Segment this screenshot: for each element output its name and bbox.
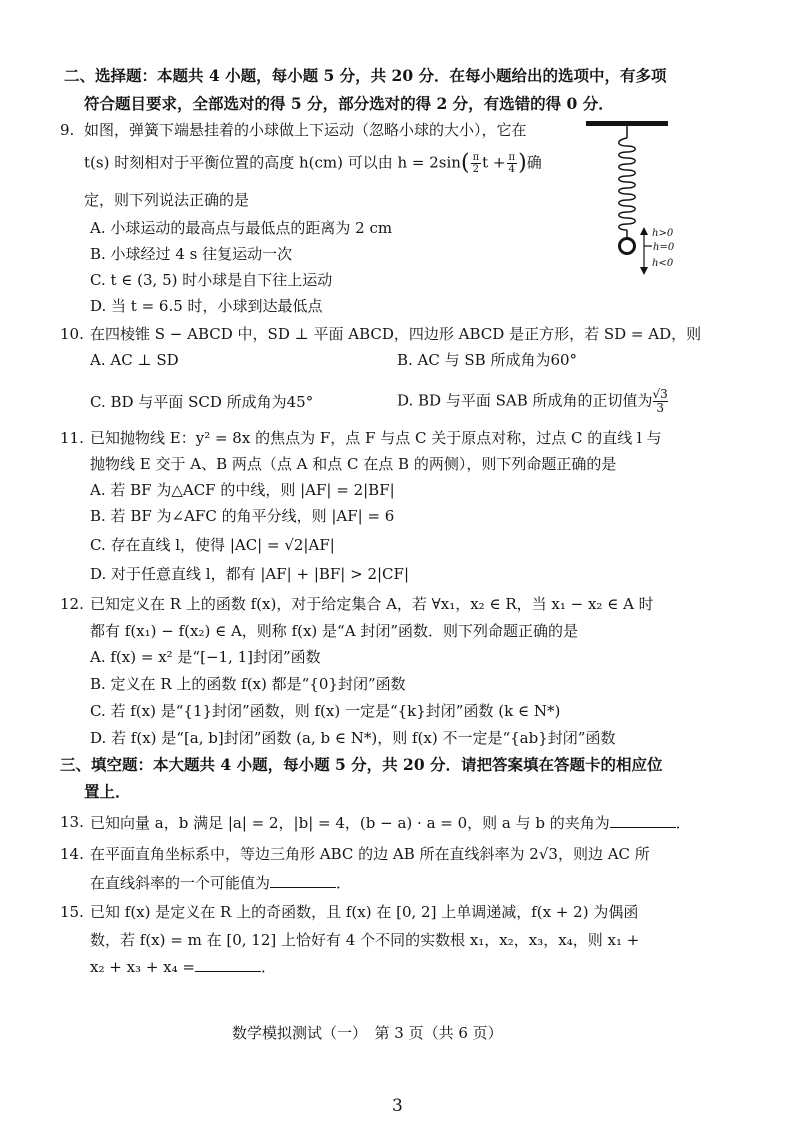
q12-option-c: C. 若 f(x) 是“{1}封闭”函数，则 f(x) 一定是“{k}封闭”函数 (k ∈ N*) <box>90 702 561 720</box>
q11-option-c: C. 存在直线 l，使得 |AC| = √2|AF| <box>90 536 335 554</box>
section-2-heading-line2: 符合题目要求，全部选对的得 5 分，部分选对的得 2 分，有选错的得 0 分． <box>84 94 614 113</box>
q15-stem-line3 <box>90 956 276 977</box>
q9-option-b: B. 小球经过 4 s 往复运动一次 <box>90 245 293 263</box>
q11-stem-line1: 已知抛物线 E：y² = 8x 的焦点为 F，点 F 与点 C 关于原点对称，过点 C 的直线 l 与 <box>90 429 662 447</box>
q9-stem-line2 <box>84 152 542 175</box>
ceiling-bar <box>586 121 668 126</box>
q10-stem: 在四棱锥 S − ABCD 中，SD ⊥ 平面 ABCD，四边形 ABCD 是正方形，若 SD = AD，则 <box>90 325 702 343</box>
q12-option-a: A. f(x) = x² 是“[−1, 1]封闭”函数 <box>90 648 321 666</box>
q9-mid-text: t + <box>482 153 506 172</box>
q9-option-d: D. 当 t = 6.5 时，小球到达最低点 <box>90 297 323 315</box>
q12-stem-line2: 都有 f(x₁) − f(x₂) ∈ A，则称 f(x) 是“A 封闭”函数．则下列命题正确的是 <box>90 622 578 640</box>
section-2-heading-line1: 二、选择题：本题共 4 小题，每小题 5 分，共 20 分．在每小题给出的选项中，有多项 <box>64 66 667 85</box>
frac2-denominator: 4 <box>508 164 515 175</box>
page-number: 3 <box>392 1096 403 1116</box>
q10-option-d-text: D. BD 与平面 SAB 所成角的正切值为 <box>397 391 653 410</box>
q10-option-d <box>397 388 668 415</box>
q14-answer-blank[interactable] <box>270 872 336 888</box>
q13-text <box>90 812 691 833</box>
q9-stem-line1: 如图，弹簧下端悬挂着的小球做上下运动（忽略小球的大小），它在 <box>84 121 527 139</box>
q15-answer-blank[interactable] <box>195 956 261 972</box>
label-h-negative: h<0 <box>652 258 674 269</box>
q10-number: 10. <box>60 325 84 343</box>
q9-number: 9. <box>60 121 75 139</box>
q13-number: 13. <box>60 813 84 831</box>
q15-number: 15. <box>60 903 84 921</box>
section-3-heading-line2: 置上． <box>84 782 131 801</box>
q13-end: ． <box>675 814 691 832</box>
frac1-numerator: π <box>472 152 480 163</box>
q10-option-a: A. AC ⊥ SD <box>90 351 179 369</box>
ball <box>620 239 635 254</box>
q15-stem-text: x₂ + x₃ + x₄ = <box>90 958 195 976</box>
q15-end: ． <box>260 958 276 976</box>
label-h-positive: h>0 <box>652 228 674 239</box>
label-h-zero: h=0 <box>653 242 675 253</box>
q14-number: 14. <box>60 845 84 863</box>
q11-stem-line2: 抛物线 E 交于 A、B 两点（点 A 和点 C 在点 B 的两侧），则下列命题正确的是 <box>90 455 617 473</box>
q14-stem-line2 <box>90 872 351 893</box>
left-paren: ( <box>460 150 470 176</box>
right-paren: ) <box>518 150 527 176</box>
spring-coil <box>619 138 636 230</box>
q9-fraction-pi-over-4 <box>507 152 518 175</box>
q9-fraction-pi-over-2 <box>471 152 482 175</box>
q10-option-c: C. BD 与平面 SCD 所成角为45° <box>90 393 314 411</box>
sqrt3-numerator: √3 <box>652 387 668 401</box>
q15-stem-line1: 已知 f(x) 是定义在 R 上的奇函数，且 f(x) 在 [0, 2] 上单调递减，f(x + 2) 为偶函 <box>90 903 639 921</box>
q9-stem-line2-end: 确 <box>526 153 542 172</box>
q9-option-c: C. t ∈ (3, 5) 时小球是自下往上运动 <box>90 271 333 289</box>
q11-option-b: B. 若 BF 为∠AFC 的角平分线，则 |AF| = 6 <box>90 507 395 525</box>
q14-stem-line1: 在平面直角坐标系中，等边三角形 ABC 的边 AB 所在直线斜率为 2√3，则边 AC 所 <box>90 845 650 863</box>
q12-option-d: D. 若 f(x) 是“[a, b]封闭”函数 (a, b ∈ N*)，则 f(x) 不一定是“{ab}封闭”函数 <box>90 729 616 747</box>
q9-stem-line2-text: t(s) 时刻相对于平衡位置的高度 h(cm) 可以由 h = 2sin <box>84 153 461 172</box>
frac1-denominator: 2 <box>472 164 480 175</box>
section-3-heading-line1: 三、填空题：本大题共 4 小题，每小题 5 分，共 20 分．请把答案填在答题卡的相应位 <box>60 755 663 774</box>
q11-option-a: A. 若 BF 为△ACF 的中线，则 |AF| = 2|BF| <box>90 481 395 499</box>
q12-number: 12. <box>60 595 84 613</box>
q9-option-a: A. 小球运动的最高点与最低点的距离为 2 cm <box>90 219 393 237</box>
q9-stem-line3: 定，则下列说法正确的是 <box>84 191 250 209</box>
q13-stem: 已知向量 a，b 满足 |a| = 2，|b| = 4，(b − a) · a = 0，则 a 与 b 的夹角为 <box>90 814 610 832</box>
q11-option-d: D. 对于任意直线 l，都有 |AF| + |BF| > 2|CF| <box>90 565 409 583</box>
sqrt3-over-3 <box>653 388 668 415</box>
sqrt3-denominator: 3 <box>656 401 664 415</box>
q14-end: ． <box>336 874 352 892</box>
frac2-numerator: π <box>508 152 516 163</box>
page-footer-title: 数学模拟测试（一） 第 3 页（共 6 页） <box>232 1024 503 1042</box>
axis-up-arrow <box>640 227 648 235</box>
q15-stem-line2: 数，若 f(x) = m 在 [0, 12] 上恰好有 4 个不同的实数根 x₁，x₂，x₃，x₄，则 x₁ + <box>90 931 640 949</box>
q11-number: 11. <box>60 429 84 447</box>
q14-stem-text: 在直线斜率的一个可能值为 <box>90 874 271 892</box>
q12-stem-line1: 已知定义在 R 上的函数 f(x)，对于给定集合 A，若 ∀x₁，x₂ ∈ R，当 x₁ − x₂ ∈ A 时 <box>90 595 654 613</box>
axis-down-arrow <box>640 267 648 275</box>
spring-figure <box>580 118 690 280</box>
q12-option-b: B. 定义在 R 上的函数 f(x) 都是“{0}封闭”函数 <box>90 675 406 693</box>
q10-option-b: B. AC 与 SB 所成角为60° <box>397 351 578 369</box>
q13-answer-blank[interactable] <box>610 812 676 828</box>
